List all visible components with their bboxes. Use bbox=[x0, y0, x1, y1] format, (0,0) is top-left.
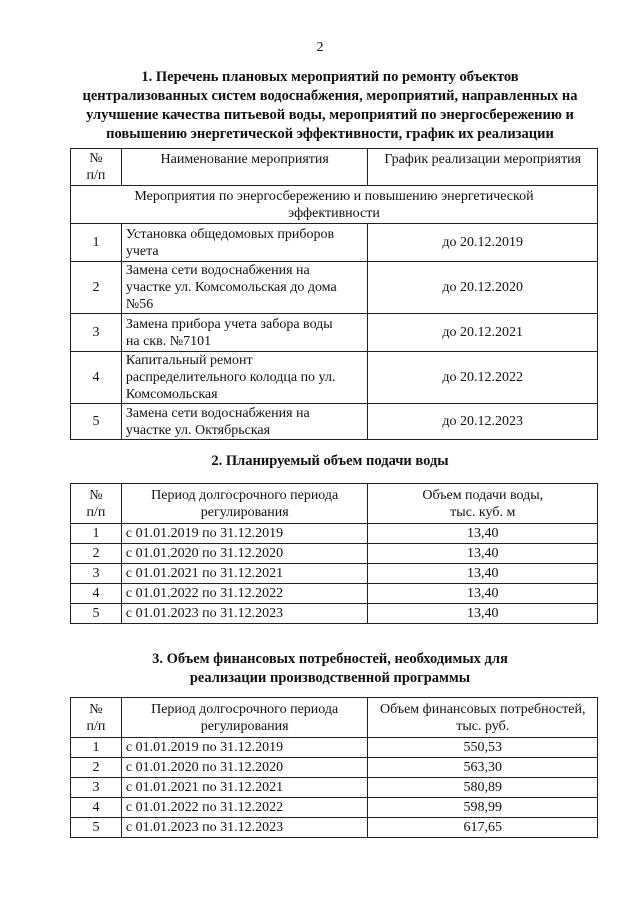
row-num: 2 bbox=[71, 262, 122, 314]
row-period: с 01.01.2022 по 31.12.2022 bbox=[121, 798, 368, 818]
title-line: улучшение качества питьевой воды, мероприятий по энергосбережению и bbox=[86, 107, 574, 123]
row-num: 4 bbox=[71, 798, 122, 818]
row-value: 13,40 bbox=[368, 584, 598, 604]
row-period: с 01.01.2019 по 31.12.2019 bbox=[121, 524, 368, 544]
row-name: Замена сети водоснабжения на участке ул. Октябрьская bbox=[121, 404, 368, 440]
row-value: 13,40 bbox=[368, 604, 598, 624]
table-header-row bbox=[71, 484, 598, 524]
financial-needs-table bbox=[70, 697, 598, 838]
row-num: 3 bbox=[71, 564, 122, 584]
section3-title bbox=[60, 650, 600, 688]
row-name: Замена сети водоснабжения на участке ул. Комсомольская до дома №56 bbox=[121, 262, 368, 314]
row-value: 13,40 bbox=[368, 524, 598, 544]
row-value: 580,89 bbox=[368, 778, 598, 798]
header-period: Период долгосрочного периода регулирования bbox=[121, 698, 368, 738]
row-period: с 01.01.2023 по 31.12.2023 bbox=[121, 604, 368, 624]
header-financial: Объем финансовых потребностей, тыс. руб. bbox=[368, 698, 598, 738]
header-schedule: График реализации мероприятия bbox=[368, 149, 598, 186]
table-row bbox=[71, 544, 598, 564]
row-date: до 20.12.2021 bbox=[368, 314, 598, 352]
table-row bbox=[71, 524, 598, 544]
table-row bbox=[71, 564, 598, 584]
table-row bbox=[71, 738, 598, 758]
table-row bbox=[71, 404, 598, 440]
table-row bbox=[71, 584, 598, 604]
row-num: 3 bbox=[71, 778, 122, 798]
row-period: с 01.01.2022 по 31.12.2022 bbox=[121, 584, 368, 604]
table-header-row bbox=[71, 698, 598, 738]
row-num: 4 bbox=[71, 352, 122, 404]
row-date: до 20.12.2023 bbox=[368, 404, 598, 440]
table-row bbox=[71, 314, 598, 352]
row-date: до 20.12.2019 bbox=[368, 224, 598, 262]
table-row bbox=[71, 778, 598, 798]
table-row bbox=[71, 262, 598, 314]
row-num: 4 bbox=[71, 584, 122, 604]
header-num: № п/п bbox=[71, 484, 122, 524]
row-num: 2 bbox=[71, 758, 122, 778]
row-num: 5 bbox=[71, 818, 122, 838]
row-date: до 20.12.2022 bbox=[368, 352, 598, 404]
header-name: Наименование мероприятия bbox=[121, 149, 368, 186]
table-row bbox=[71, 604, 598, 624]
row-period: с 01.01.2020 по 31.12.2020 bbox=[121, 544, 368, 564]
row-num: 2 bbox=[71, 544, 122, 564]
row-value: 563,30 bbox=[368, 758, 598, 778]
row-value: 550,53 bbox=[368, 738, 598, 758]
section2-title: 2. Планируемый объем подачи воды bbox=[211, 453, 449, 469]
row-period: с 01.01.2020 по 31.12.2020 bbox=[121, 758, 368, 778]
row-value: 13,40 bbox=[368, 544, 598, 564]
row-period: с 01.01.2021 по 31.12.2021 bbox=[121, 564, 368, 584]
row-name: Замена прибора учета забора воды на скв. №7101 bbox=[121, 314, 368, 352]
row-value: 617,65 bbox=[368, 818, 598, 838]
title-line: 3. Объем финансовых потребностей, необходимых для bbox=[152, 651, 508, 667]
group-row bbox=[71, 186, 598, 224]
table-row bbox=[71, 758, 598, 778]
table-header-row bbox=[71, 149, 598, 186]
title-line: реализации производственной программы bbox=[189, 670, 471, 686]
row-period: с 01.01.2019 по 31.12.2019 bbox=[121, 738, 368, 758]
group-label: Мероприятия по энергосбережению и повышению энергетической эффективности bbox=[71, 186, 598, 224]
activities-table bbox=[70, 148, 598, 440]
row-value: 13,40 bbox=[368, 564, 598, 584]
row-num: 1 bbox=[71, 738, 122, 758]
header-period: Период долгосрочного периода регулирования bbox=[121, 484, 368, 524]
row-num: 1 bbox=[71, 224, 122, 262]
row-num: 3 bbox=[71, 314, 122, 352]
row-value: 598,99 bbox=[368, 798, 598, 818]
table-row bbox=[71, 818, 598, 838]
table-row bbox=[71, 798, 598, 818]
water-volume-table bbox=[70, 483, 598, 624]
row-period: с 01.01.2023 по 31.12.2023 bbox=[121, 818, 368, 838]
table-row bbox=[71, 224, 598, 262]
row-date: до 20.12.2020 bbox=[368, 262, 598, 314]
row-period: с 01.01.2021 по 31.12.2021 bbox=[121, 778, 368, 798]
row-name: Установка общедомовых приборов учета bbox=[121, 224, 368, 262]
row-num: 5 bbox=[71, 604, 122, 624]
row-name: Капитальный ремонт распределительного колодца по ул. Комсомольская bbox=[121, 352, 368, 404]
header-num: № п/п bbox=[71, 698, 122, 738]
table-row bbox=[71, 352, 598, 404]
title-line: повышению энергетической эффективности, график их реализации bbox=[106, 126, 554, 142]
row-num: 1 bbox=[71, 524, 122, 544]
title-line: 1. Перечень плановых мероприятий по ремонту объектов bbox=[141, 69, 519, 85]
page-number: 2 bbox=[316, 40, 324, 55]
section1-title bbox=[60, 68, 600, 144]
header-volume: Объем подачи воды, тыс. куб. м bbox=[368, 484, 598, 524]
header-num: № п/п bbox=[71, 149, 122, 186]
title-line: централизованных систем водоснабжения, мероприятий, направленных на bbox=[82, 88, 578, 104]
row-num: 5 bbox=[71, 404, 122, 440]
